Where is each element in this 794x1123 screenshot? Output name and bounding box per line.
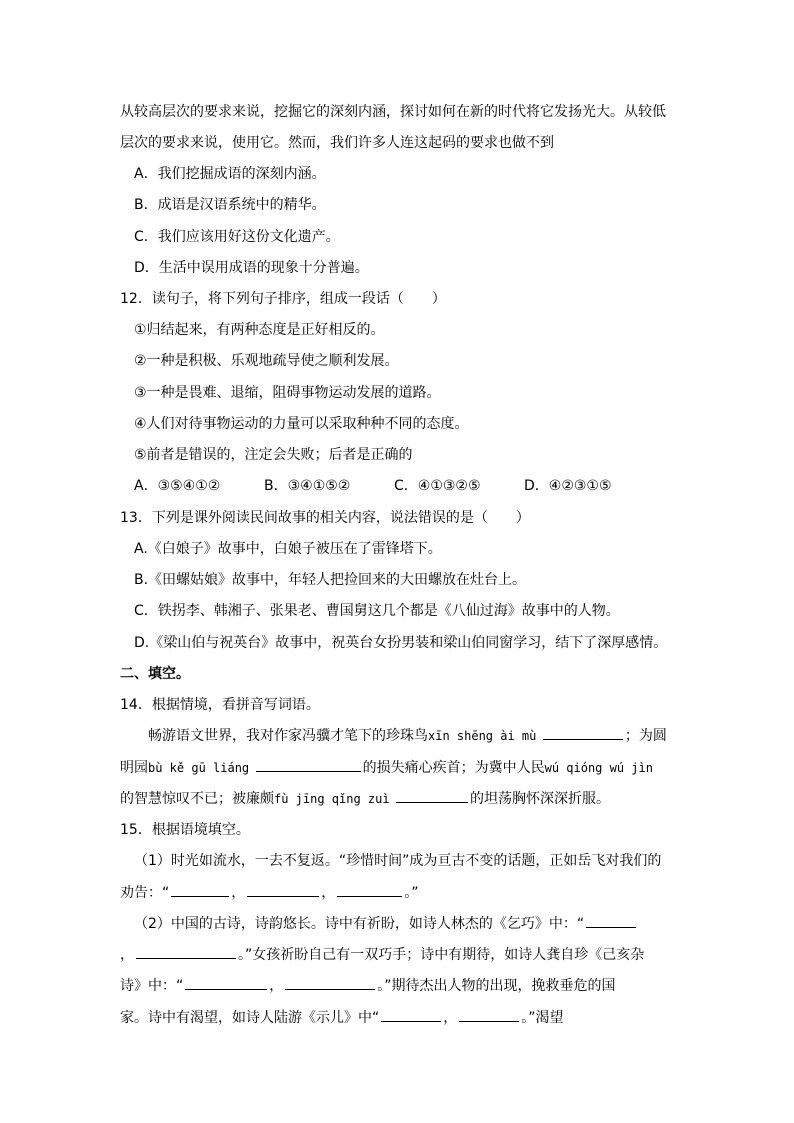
q15-part2-line1: [134, 913, 694, 935]
q12-sentence-5: ⑤前者是错误的，注定会失败；后者是正确的: [134, 447, 413, 463]
answer-blank[interactable]: [136, 944, 236, 959]
pinyin: bù kě gū liáng: [148, 761, 250, 775]
q13-option-c: C．铁拐李、韩湘子、张果老、曹国舅这几个都是《八仙过海》故事中的人物。: [134, 603, 620, 619]
answer-blank[interactable]: [586, 913, 636, 928]
q15-text: 劝告：“: [120, 885, 170, 901]
answer-blank[interactable]: [285, 975, 375, 990]
pinyin: fù jīng qǐng zuì: [274, 792, 390, 806]
q15-text: 诗》中：“: [120, 978, 184, 994]
q15-part2-line2: [120, 944, 680, 966]
q12-option-c[interactable]: C．④①③②⑤: [394, 478, 481, 494]
q15-stem: 15．根据语境填空。: [120, 822, 250, 838]
q15-part1-line2: [120, 882, 680, 904]
answer-blank[interactable]: [459, 1007, 519, 1022]
q13-stem: 13．下列是课外阅读民间故事的相关内容，说法错误的是（ ）: [120, 510, 530, 526]
q15-part2-line4: [120, 1007, 680, 1029]
q12-sentence-4: ④人们对待事物运动的力量可以采取种种不同的态度。: [134, 416, 469, 432]
q15-text: 。”期待杰出人物的出现，挽救垂危的国: [377, 978, 616, 994]
pinyin: wú qióng wú jìn: [544, 761, 653, 775]
q15-text: 。”渴望: [521, 1010, 564, 1026]
q14-line-2: [120, 757, 680, 779]
q12-stem: 12．读句子，将下列句子排序，组成一段话（ ）: [120, 291, 446, 307]
passage-line-1: 从较高层次的要求来说，挖掘它的深刻内涵，探讨如何在新的时代将它发扬光大。从较低: [120, 104, 666, 120]
comma: ，: [269, 978, 284, 994]
comma: ，: [443, 1010, 458, 1026]
q14-text: 明园: [120, 760, 148, 776]
q14-line-1: [148, 725, 708, 747]
q12-sentence-3: ③一种是畏难、退缩，阻碍事物运动发展的道路。: [134, 385, 441, 401]
answer-blank[interactable]: [247, 882, 319, 897]
q12-option-a[interactable]: A．③⑤④①②: [134, 478, 221, 494]
q13-option-b: B.《田螺姑娘》故事中，年轻人把捡回来的大田螺放在灶台上。: [134, 572, 527, 588]
q15-text: 。”: [404, 885, 419, 901]
q12-sentence-2: ②一种是积极、乐观地疏导使之顺利发展。: [134, 353, 399, 369]
passage-line-2: 层次的要求来说，使用它。然而，我们许多人连这起码的要求也做不到: [120, 135, 554, 151]
q13-option-a: A.《白娘子》故事中，白娘子被压在了雷锋塔下。: [134, 541, 442, 557]
q14-line-3: [120, 788, 680, 810]
q14-text: 的损失痛心疾首；为冀中人民: [362, 760, 545, 776]
q12-option-d[interactable]: D．④②③①⑤: [524, 478, 612, 494]
q15-text: 家。诗中有渴望，如诗人陆游《示儿》中“: [120, 1010, 380, 1026]
q15-part1-line1: （1）时光如流水，一去不复返。“珍惜时间”成为亘古不变的话题，正如岳飞对我们的: [134, 853, 662, 869]
q15-text: （2）中国的古诗，诗韵悠长。诗中有祈盼，如诗人林杰的《乞巧》中：“: [134, 916, 585, 932]
answer-blank[interactable]: [256, 757, 361, 772]
q11-option-c: C．我们应该用好这份文化遗产。: [134, 229, 340, 245]
q13-option-d: D.《梁山伯与祝英台》故事中，祝英台女扮男装和梁山伯同窗学习，结下了深厚感情。: [134, 635, 668, 651]
q14-stem: 14．根据情境，看拼音写词语。: [120, 697, 320, 713]
q11-option-a: A．我们挖掘成语的深刻内涵。: [134, 166, 326, 182]
q11-option-b: B．成语是汉语系统中的精华。: [134, 197, 326, 213]
answer-blank[interactable]: [185, 975, 267, 990]
pinyin: xīn shēng ài mù: [428, 729, 537, 743]
q12-option-b[interactable]: B．③④①⑤②: [264, 478, 351, 494]
comma: ，: [231, 885, 246, 901]
comma: ，: [120, 947, 134, 963]
q14-text: 畅游语文世界，我对作家冯骥才笔下的珍珠鸟: [148, 728, 428, 744]
q12-sentence-1: ①归结起来，有两种态度是正好相反的。: [134, 322, 385, 338]
q14-text: 的智慧惊叹不已；被廉颇: [120, 791, 274, 807]
section-title: 二、填空。: [120, 666, 190, 682]
answer-blank[interactable]: [337, 882, 402, 897]
answer-blank[interactable]: [396, 788, 468, 803]
comma: ，: [321, 885, 336, 901]
answer-blank[interactable]: [543, 725, 623, 740]
q14-text: ；为圆: [624, 728, 667, 744]
q15-text: 。”女孩祈盼自己有一双巧手；诗中有期待，如诗人龚自珍《己亥杂: [238, 947, 645, 963]
answer-blank[interactable]: [171, 882, 229, 897]
q15-part2-line3: [120, 975, 680, 997]
q14-text: 的坦荡胸怀深深折服。: [470, 791, 611, 807]
answer-blank[interactable]: [381, 1007, 441, 1022]
q11-option-d: D．生活中误用成语的现象十分普遍。: [134, 260, 369, 276]
q12-options: [134, 475, 694, 497]
